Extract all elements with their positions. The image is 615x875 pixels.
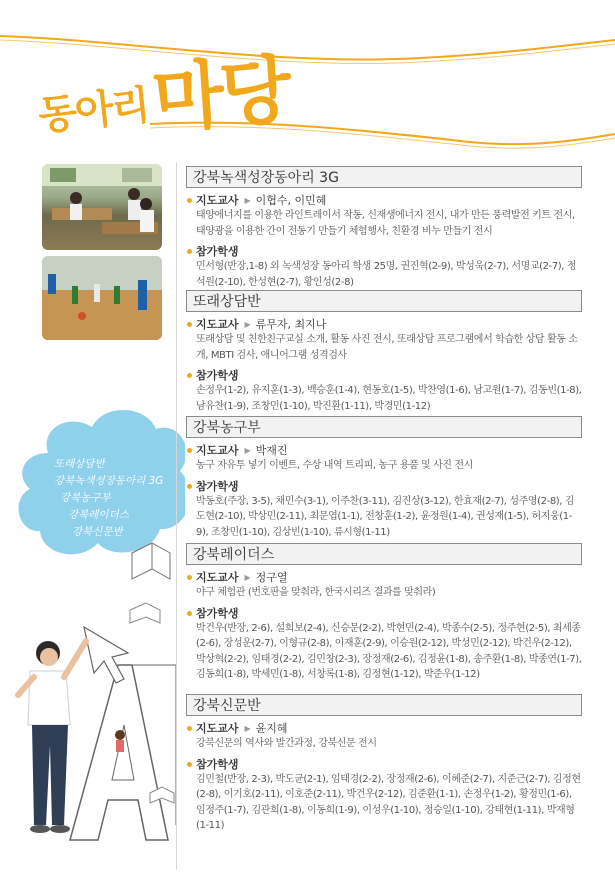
- gym-photo-image: [42, 256, 162, 340]
- teacher-label: 지도교사: [196, 318, 239, 331]
- triangle-right-icon: ▶: [244, 724, 251, 733]
- bullet-icon: [187, 198, 192, 203]
- teacher-names: 류무자, 최지나: [255, 318, 327, 331]
- club-photo-gym: [42, 256, 162, 340]
- page-title-big: 마당: [149, 47, 291, 143]
- cursor-arrow-icon: [84, 627, 128, 683]
- teacher-label: 지도교사: [196, 444, 239, 457]
- section-title: 강북신문반: [186, 694, 582, 716]
- teacher-row: [186, 570, 582, 585]
- section-title: 강북녹색성장동아리 3G: [186, 166, 582, 188]
- bullet-icon: [187, 448, 192, 453]
- bullet-icon: [187, 322, 192, 327]
- students-row: [186, 479, 582, 494]
- students-text: 박동호(주장, 3-5), 채민수(3-1), 이주찬(3-11), 김진상(3-12), 한효재(2-7), 성주영(2-8), 김도현(2-10), 박상민(2-11), 최문엽(1-1), 전창훈(1-2), 윤정원(1-4), 권성재(1-5), 허지웅(1-9), 조창민(1-10), 김상빈(1-10), 류시형(1-11): [196, 495, 575, 538]
- page-title: [36, 47, 291, 143]
- students-row: [186, 368, 582, 383]
- students-text: 김민철(반장, 2-3), 박도균(2-1), 임태경(2-2), 장정재(2-6), 이혜준(2-7), 지준근(2-7), 김정현(2-8), 이기호(2-11), 이호준(2-11), 박건우(2-12), 김준환(1-1), 손정우(1-2), 황정민(1-6), 임정주(1-7), 김관희(1-8), 이동희(1-9), 이성우(1-10), 정승일(1-10), 강태현(1-11), 박재형(1-11): [196, 773, 581, 831]
- bullet-icon: [187, 762, 192, 767]
- teacher-names: 윤지혜: [255, 722, 288, 735]
- students-row: [186, 757, 582, 772]
- students-text: 박건우(반장, 2-6), 설희보(2-4), 신승문(2-2), 박현민(2-4), 박종수(2-5), 정주현(2-5), 최세종(2-6), 장성운(2-7), 이형규(2-8), 이재훈(2-9), 이승원(2-12), 박성민(2-12), 박건우(2-12), 박상혁(2-2), 임태경(2-2), 김민창(2-3), 장정재(2-6), 김정윤(1-8), 송주환(1-8), 박종연(1-7), 김동희(1-8), 박세민(1-8), 서창록(1-8), 김정현(1-12), 박준우(1-12): [196, 622, 582, 680]
- teacher-names: 정구열: [255, 571, 288, 584]
- cloud-club-list: [54, 456, 184, 541]
- cloud-club-item: 강북신문반: [72, 526, 123, 538]
- activity-text: 농구 자유투 넣기 이벤트, 수상 내역 트리피, 농구 용품 및 사진 전시: [196, 460, 473, 471]
- cloud-club-item: 강북레이더스: [68, 509, 129, 521]
- students-label: 참가학생: [196, 479, 239, 493]
- club-section-raiders: [186, 543, 582, 683]
- triangle-right-icon: ▶: [244, 320, 251, 329]
- club-section-newspaper: [186, 694, 582, 834]
- students-label: 참가학생: [196, 369, 239, 382]
- bullet-icon: [187, 575, 192, 580]
- teacher-names: 이협수, 이민혜: [255, 194, 327, 207]
- activity-text: 태양에너지를 이용한 라인트레이서 작동, 신재생에너지 전시, 내가 만든 풍력발전 키트 전시, 태양광을 이용한 간이 전동기 만들기 체험행사, 친환경 비누 만들기 전시: [196, 210, 575, 237]
- activity-text: 강북신문의 역사와 발간과정, 강북신문 전시: [196, 738, 377, 749]
- triangle-right-icon: ▶: [244, 573, 251, 582]
- bullet-icon: [187, 373, 192, 378]
- students-row: [186, 244, 582, 259]
- triangle-right-icon: ▶: [244, 196, 251, 205]
- students-label: 참가학생: [196, 606, 239, 620]
- teacher-label: 지도교사: [196, 722, 239, 735]
- students-label: 참가학생: [196, 757, 239, 771]
- teacher-label: 지도교사: [196, 194, 239, 207]
- bullet-icon: [187, 726, 192, 731]
- club-section-3g: [186, 166, 582, 290]
- teacher-label: 지도교사: [196, 571, 239, 584]
- teacher-names: 박재진: [255, 444, 288, 457]
- cloud-club-item: 강북농구부: [60, 492, 111, 504]
- club-section-peer-counseling: [186, 290, 582, 414]
- teacher-row: [186, 317, 582, 332]
- section-title: 또래상담반: [186, 290, 582, 312]
- classroom-photo-image: [42, 164, 162, 250]
- club-photo-classroom: [42, 164, 162, 250]
- page-header: [0, 0, 615, 155]
- club-section-basketball: [186, 416, 582, 540]
- bullet-icon: [187, 249, 192, 254]
- teacher-row: [186, 721, 582, 736]
- students-label: 참가학생: [196, 245, 239, 258]
- cloud-club-item: 또래상담반: [54, 458, 105, 470]
- column-divider: [176, 162, 177, 870]
- bullet-icon: [187, 484, 192, 489]
- activity-text: 또래상담 및 친한친구교실 소개, 활동 사진 전시, 또래상담 프로그램에서 학습한 상담 활동 소개, MBTI 검사, 애니어그램 성격검사: [196, 334, 578, 361]
- students-text: 민서형(반장,1-8) 외 녹색성장 동아리 학생 25명, 권진혁(2-9), 박성욱(2-7), 서명교(2-7), 정석원(2-10), 한성현(2-7), 황인성(2-8): [196, 261, 577, 288]
- students-text: 손정우(1-2), 유지훈(1-3), 백승훈(1-4), 현동호(1-5), 박찬영(1-6), 남고원(1-7), 김동빈(1-8), 남유찬(1-9), 조창민(1-10), 박진환(1-11), 박경민(1-12): [196, 385, 582, 412]
- book-icon-small: [130, 603, 160, 623]
- teacher-row: [186, 443, 582, 458]
- page-title-small: 동아리: [36, 82, 151, 140]
- activity-text: 야구 체험관 (번호판을 맞춰라, 한국시리즈 결과를 맞춰라): [196, 587, 436, 598]
- teacher-row: [186, 193, 582, 208]
- section-title: 강북레이더스: [186, 543, 582, 565]
- bullet-icon: [187, 611, 192, 616]
- triangle-right-icon: ▶: [244, 446, 251, 455]
- section-title: 강북농구부: [186, 416, 582, 438]
- cloud-club-item: 강북녹색성장동아리 3G: [54, 475, 164, 487]
- students-row: [186, 606, 582, 621]
